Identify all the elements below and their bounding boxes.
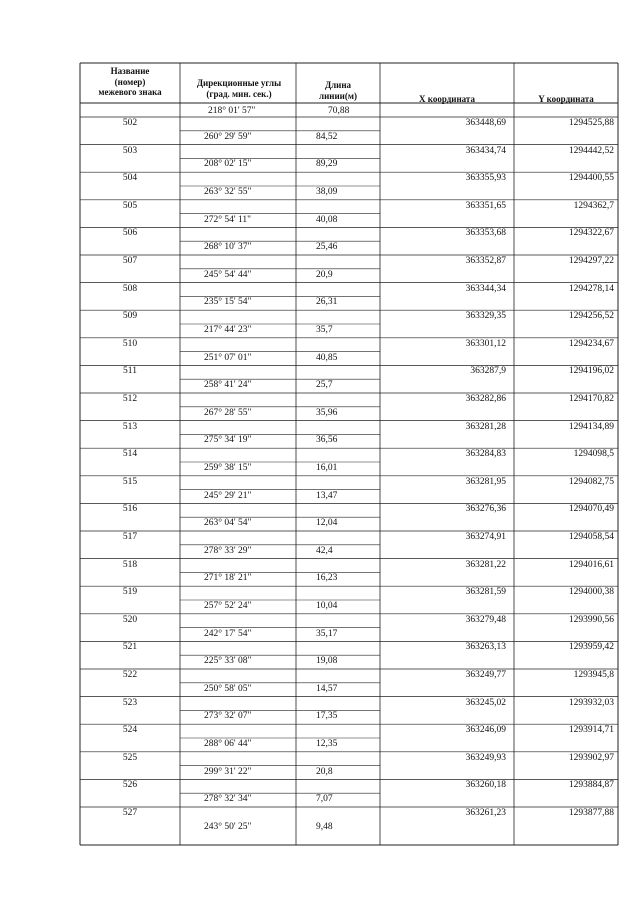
y-coordinate: 1294525,88 (568, 118, 614, 128)
line-length: 12,04 (316, 518, 338, 529)
y-coordinate: 1293990,56 (568, 614, 614, 625)
line-length: 17,35 (316, 711, 338, 722)
direction-angle: 278° 33' 29" (204, 545, 252, 556)
x-coordinate: 363260,18 (465, 780, 506, 791)
line-length: 25,7 (316, 380, 333, 391)
direction-angle: 263° 32' 55" (204, 187, 252, 197)
point-name: 519 (122, 587, 138, 598)
y-coordinate: 1294322,67 (568, 228, 614, 239)
x-coordinate: 363434,74 (465, 145, 506, 156)
y-coordinate: 1293959,42 (568, 642, 614, 653)
point-name: 513 (122, 421, 138, 432)
direction-angle: 263° 04' 54" (204, 518, 252, 529)
y-coordinate: 1294362,7 (573, 200, 614, 211)
x-coordinate: 363263,13 (465, 642, 506, 653)
x-coordinate: 363246,09 (465, 725, 506, 736)
x-coordinate: 363287,9 (470, 366, 506, 377)
line-length: 89,29 (316, 159, 338, 170)
point-name: 524 (122, 725, 138, 736)
x-coordinate: 363281,95 (465, 476, 506, 487)
y-coordinate: 1293884,87 (568, 780, 614, 791)
y-coordinate: 1294297,22 (568, 256, 614, 266)
y-coordinate: 1294070,49 (568, 504, 614, 515)
y-coordinate: 1293902,97 (568, 752, 614, 763)
direction-angle: 288° 06' 44" (204, 739, 252, 749)
y-coordinate: 1294442,52 (568, 145, 614, 156)
line-length: 16,01 (316, 463, 338, 473)
x-coordinate: 363281,28 (465, 421, 506, 432)
direction-angle: 225° 33' 08" (204, 656, 252, 667)
line-length: 14,57 (316, 683, 338, 694)
point-name: 527 (122, 808, 138, 818)
y-coordinate: 1294082,75 (568, 476, 614, 487)
line-length: 84,52 (316, 131, 338, 142)
point-name: 516 (122, 504, 138, 515)
header-angle-line-1: Дирекционные углы (196, 78, 282, 88)
point-name: 526 (122, 780, 138, 791)
direction-angle: 257° 52' 24" (204, 601, 252, 611)
direction-angle: 260° 29' 59" (204, 131, 252, 142)
line-length: 38,09 (316, 187, 338, 197)
line-length: 7,07 (316, 794, 333, 805)
y-coordinate: 1293914,71 (568, 725, 614, 736)
x-coordinate: 363249,93 (465, 752, 506, 763)
direction-angle: 268° 10' 37" (204, 242, 252, 253)
y-coordinate: 1294196,02 (568, 366, 614, 377)
point-name: 525 (122, 752, 138, 763)
point-name: 517 (122, 532, 138, 542)
y-coordinate: 1294400,55 (568, 173, 614, 184)
first-segment-length: 70,88 (328, 106, 350, 116)
point-name: 503 (122, 145, 138, 156)
point-name: 502 (122, 118, 138, 128)
x-coordinate: 363355,93 (465, 173, 506, 184)
y-coordinate: 1294058,54 (568, 532, 614, 542)
direction-angle: 259° 38' 15" (204, 463, 252, 473)
y-coordinate: 1294278,14 (568, 283, 614, 294)
direction-angle: 271° 18' 21" (204, 573, 252, 584)
x-coordinate: 363301,12 (465, 338, 506, 349)
point-name: 507 (122, 256, 138, 266)
point-name: 510 (122, 338, 138, 349)
line-length: 35,96 (316, 407, 338, 418)
y-coordinate: 1293877,88 (568, 808, 614, 818)
x-coordinate: 363329,35 (465, 311, 506, 322)
line-length: 40,85 (316, 352, 338, 363)
line-length: 16,23 (316, 573, 338, 584)
x-coordinate: 363281,59 (465, 587, 506, 598)
direction-angle: 267° 28' 55" (204, 407, 252, 418)
point-name: 521 (122, 642, 138, 653)
line-length: 10,04 (316, 601, 338, 611)
x-coordinate: 363284,83 (465, 449, 506, 460)
header-y-cell: Y координата (538, 94, 594, 104)
x-coordinate: 363274,91 (465, 532, 506, 542)
line-length: 26,31 (316, 297, 338, 308)
direction-angle: 272° 54' 11" (204, 214, 252, 225)
y-coordinate: 1294134,89 (568, 421, 614, 432)
point-name: 515 (122, 476, 138, 487)
direction-angle: 258° 41' 24" (204, 380, 252, 391)
y-coordinate: 1294234,67 (568, 338, 614, 349)
x-coordinate: 363282,86 (465, 394, 506, 404)
direction-angle: 242° 17' 54" (204, 628, 252, 639)
point-name: 523 (122, 697, 138, 708)
line-length: 40,08 (316, 214, 338, 225)
direction-angle: 245° 54' 44" (204, 269, 252, 280)
line-length: 9,48 (316, 821, 333, 832)
line-length: 19,08 (316, 656, 338, 667)
line-length: 36,56 (316, 435, 338, 446)
header-angle-line-2: (град. мин. сек.) (206, 88, 272, 99)
point-name: 522 (122, 670, 138, 680)
x-coordinate: 363352,87 (465, 256, 506, 266)
direction-angle: 245° 29' 21" (204, 490, 252, 501)
line-length: 20,9 (316, 269, 333, 280)
x-coordinate: 363351,65 (465, 200, 506, 211)
x-coordinate: 363353,68 (465, 228, 506, 239)
point-name: 508 (122, 283, 138, 294)
x-coordinate: 363281,22 (465, 559, 506, 570)
header-name-line-1: Название (110, 66, 150, 76)
x-coordinate: 363344,34 (465, 283, 506, 294)
point-name: 512 (122, 394, 138, 404)
x-coordinate: 363245,02 (465, 697, 506, 708)
point-name: 505 (122, 200, 138, 211)
y-coordinate: 1293945,8 (573, 670, 614, 680)
x-coordinate: 363261,23 (465, 808, 506, 818)
y-coordinate: 1294016,61 (568, 559, 614, 570)
direction-angle: 275° 34' 19" (204, 435, 252, 446)
direction-angle: 235° 15' 54" (204, 297, 252, 308)
direction-angle: 217° 44' 23" (204, 325, 252, 335)
point-name: 506 (122, 228, 138, 239)
point-name: 509 (122, 311, 138, 322)
direction-angle: 243° 50' 25" (204, 821, 252, 832)
y-coordinate: 1293932,03 (568, 697, 614, 708)
header-name-line-2: (номер) (114, 76, 146, 87)
point-name: 504 (122, 173, 138, 184)
direction-angle: 278° 32' 34" (204, 794, 252, 805)
line-length: 12,35 (316, 739, 338, 749)
y-coordinate: 1294098,5 (573, 449, 614, 460)
direction-angle: 250° 58' 05" (204, 683, 252, 694)
y-coordinate: 1294000,38 (568, 587, 614, 598)
x-coordinate: 363276,36 (465, 504, 506, 515)
direction-angle: 273° 32' 07" (204, 711, 252, 722)
header-name-line-3: межевого знака (98, 87, 162, 97)
point-name: 511 (123, 366, 137, 377)
point-name: 514 (122, 449, 138, 460)
y-coordinate: 1294170,82 (568, 394, 614, 404)
header-length-line-1: Длина (324, 80, 352, 90)
line-length: 20,8 (316, 766, 333, 777)
x-coordinate: 363448,69 (465, 118, 506, 128)
line-length: 13,47 (316, 490, 338, 501)
first-segment-angle: 218° 01' 57" (208, 106, 256, 116)
direction-angle: 208° 02' 15" (204, 159, 252, 170)
x-coordinate: 363279,48 (465, 614, 506, 625)
line-length: 25,46 (316, 242, 338, 253)
point-name: 518 (122, 559, 138, 570)
y-coordinate: 1294256,52 (568, 311, 614, 322)
direction-angle: 299° 31' 22" (204, 766, 252, 777)
header-length-line-2: линии(м) (319, 90, 357, 101)
point-name: 520 (122, 614, 138, 625)
line-length: 35,17 (316, 628, 338, 639)
line-length: 35,7 (316, 325, 333, 335)
header-x-cell: X координата (419, 94, 475, 104)
line-length: 42,4 (316, 545, 333, 556)
x-coordinate: 363249,77 (465, 670, 506, 680)
direction-angle: 251° 07' 01" (204, 352, 252, 363)
